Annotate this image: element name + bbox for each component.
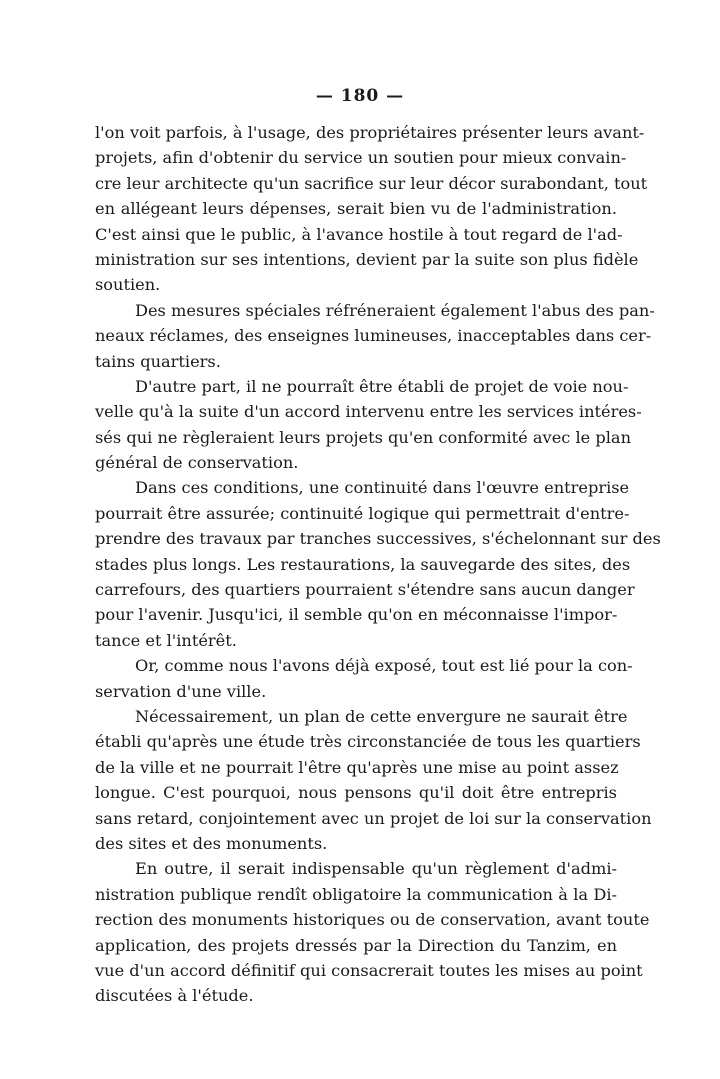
text-line: velle qu'à la suite d'un accord intervenu entre les services intéres- bbox=[95, 402, 642, 422]
text-line: pour l'avenir. Jusqu'ici, il semble qu'on en méconnaisse l'impor- bbox=[95, 605, 618, 625]
text-line: Dans ces conditions, une continuité dans l'œuvre entreprise bbox=[135, 478, 630, 498]
text-line: rection des monuments historiques ou de conservation, avant toute bbox=[95, 910, 650, 930]
text-line: l'on voit parfois, à l'usage, des propriétaires présenter leurs avant- bbox=[95, 123, 645, 142]
text-line: en allégeant leurs dépenses, serait bien vu de l'administration. bbox=[95, 199, 617, 219]
text-line: En outre, il serait indispensable qu'un règlement d'admi- bbox=[135, 859, 617, 879]
text-line: établi qu'après une étude très circonstanciée de tous les quartiers bbox=[95, 732, 641, 752]
text-line: des sites et des monuments. bbox=[95, 833, 328, 853]
text-line: tains quartiers. bbox=[95, 351, 221, 371]
text-line: carrefours, des quartiers pourraient s'étendre sans aucun danger bbox=[95, 580, 635, 600]
text-line: de la ville et ne pourrait l'être qu'après une mise au point assez bbox=[95, 757, 619, 777]
text-line: vue d'un accord définitif qui consacrerait toutes les mises au point bbox=[95, 960, 643, 980]
text-line: longue. C'est pourquoi, nous pensons qu'il doit être entrepris bbox=[95, 783, 617, 803]
text-line: prendre des travaux par tranches successives, s'échelonnant sur des bbox=[95, 529, 661, 549]
text-line: cre leur architecte qu'un sacrifice sur leur décor surabondant, tout bbox=[95, 173, 648, 193]
text-line: stades plus longs. Les restaurations, la sauvegarde des sites, des bbox=[95, 554, 631, 574]
text-line: sans retard, conjointement avec un projet de loi sur la conservation bbox=[95, 808, 652, 828]
text-line: Nécessairement, un plan de cette envergure ne saurait être bbox=[135, 706, 628, 726]
text-line: application, des projets dressés par la Direction du Tanzim, en bbox=[95, 935, 617, 955]
text-line: nistration publique rendît obligatoire la communication à la Di- bbox=[95, 884, 617, 904]
text-line: discutées à l'étude. bbox=[95, 986, 254, 1006]
text-line: C'est ainsi que le public, à l'avance hostile à tout regard de l'ad- bbox=[95, 224, 623, 244]
text-line: Or, comme nous l'avons déjà exposé, tout est lié pour la con- bbox=[135, 656, 633, 676]
text-line: sés qui ne règleraient leurs projets qu'en conformité avec le plan bbox=[95, 427, 631, 447]
page-body bbox=[95, 120, 661, 1009]
text-line: Des mesures spéciales réfréneraient également l'abus des pan- bbox=[135, 300, 655, 320]
text-line: projets, afin d'obtenir du service un soutien pour mieux convain- bbox=[95, 148, 627, 168]
page-number: — 180 — bbox=[315, 86, 405, 106]
text-line: servation d'une ville. bbox=[95, 681, 267, 701]
text-line: neaux réclames, des enseignes lumineuses, inacceptables dans cer- bbox=[95, 326, 652, 346]
text-line: D'autre part, il ne pourraît être établi de projet de voie nou- bbox=[135, 376, 629, 396]
text-line: tance et l'intérêt. bbox=[95, 630, 237, 650]
text-line: pourrait être assurée; continuité logique qui permettrait d'entre- bbox=[95, 503, 630, 523]
text-line: soutien. bbox=[95, 275, 161, 295]
text-line: général de conservation. bbox=[95, 453, 299, 473]
text-line: ministration sur ses intentions, devient par la suite son plus fidèle bbox=[95, 249, 639, 269]
